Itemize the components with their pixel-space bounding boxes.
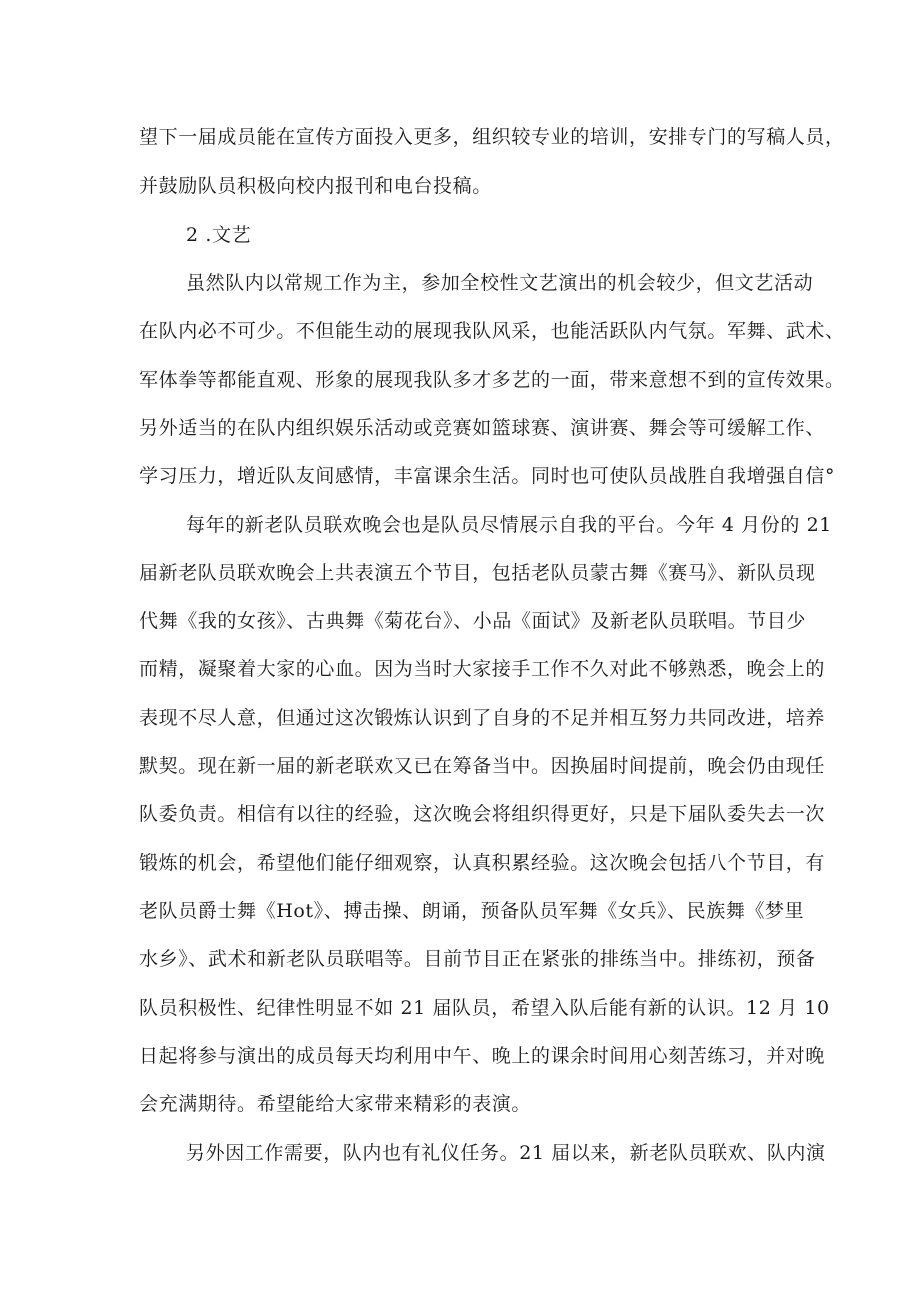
text-line: 届新老队员联欢晚会上共表演五个节目，包括老队员蒙古舞《赛马》、新队员现 bbox=[139, 562, 816, 584]
text-line: 另外适当的在队内组织娱乐活动或竞赛如篮球赛、演讲赛、舞会等可缓解工作、 bbox=[139, 417, 826, 439]
text-line: 学习压力，增近队友间感情，丰富课余生活。同时也可使队员战胜自我增强自信° bbox=[139, 465, 836, 487]
text-line: 锻炼的机会，希望他们能仔细观察，认真积累经验。这次晚会包括八个节目，有 bbox=[139, 852, 826, 874]
text-line: 望下一届成员能在宣传方面投入更多，组织较专业的培训，安排专门的写稿人员， bbox=[139, 126, 845, 148]
text-line: 代舞《我的女孩》、古典舞《菊花台》、小品《面试》及新老队员联唱。节目少 bbox=[139, 610, 807, 632]
text-line: 队员积极性、纪律性明显不如 21 届队员，希望入队后能有新的认识。12 月 10 bbox=[139, 997, 830, 1019]
text-line: 队委负责。相信有以往的经验，这次晚会将组织得更好，只是下届队委失去一次 bbox=[139, 803, 826, 825]
text-line: 会充满期待。希望能给大家带来精彩的表演。 bbox=[139, 1093, 532, 1115]
text-line: 而精，凝聚着大家的心血。因为当时大家接手工作不久对此不够熟悉，晚会上的 bbox=[139, 658, 826, 680]
text-line: 日起将参与演出的成员每天均利用中午、晚上的课余时间用心刻苦练习，并对晚 bbox=[139, 1045, 826, 1067]
text-line: 默契。现在新一届的新老联欢又已在筹备当中。因换届时间提前，晚会仍由现任 bbox=[139, 755, 826, 777]
text-line: 水乡》、武术和新老队员联唱等。目前节目正在紧张的排练当中。排练初，预备 bbox=[139, 948, 816, 970]
text-line: 虽然队内以常规工作为主，参加全校性文艺演出的机会较少，但文艺活动 bbox=[186, 272, 814, 294]
text-line: 在队内必不可少。不但能生动的展现我队风采，也能活跃队内气氛。军舞、武术、 bbox=[139, 320, 845, 342]
text-line: 另外因工作需要，队内也有礼仪任务。21 届以来，新老队员联欢、队内演 bbox=[186, 1142, 826, 1164]
text-line: 老队员爵士舞《Hot》、搏击操、朗诵，预备队员军舞《女兵》、民族舞《梦里 bbox=[139, 900, 805, 922]
text-line: 军体拳等都能直观、形象的展现我队多才多艺的一面，带来意想不到的宣传效果。 bbox=[139, 369, 845, 391]
text-line: 表现不尽人意，但通过这次锻炼认识到了自身的不足并相互努力共同改进，培养 bbox=[139, 707, 826, 729]
section-heading: 2 .文艺 bbox=[186, 224, 252, 246]
text-line: 并鼓励队员积极向校内报刊和电台投稿。 bbox=[139, 175, 492, 197]
text-line: 每年的新老队员联欢晚会也是队员尽情展示自我的平台。今年 4 月份的 21 bbox=[186, 514, 832, 536]
